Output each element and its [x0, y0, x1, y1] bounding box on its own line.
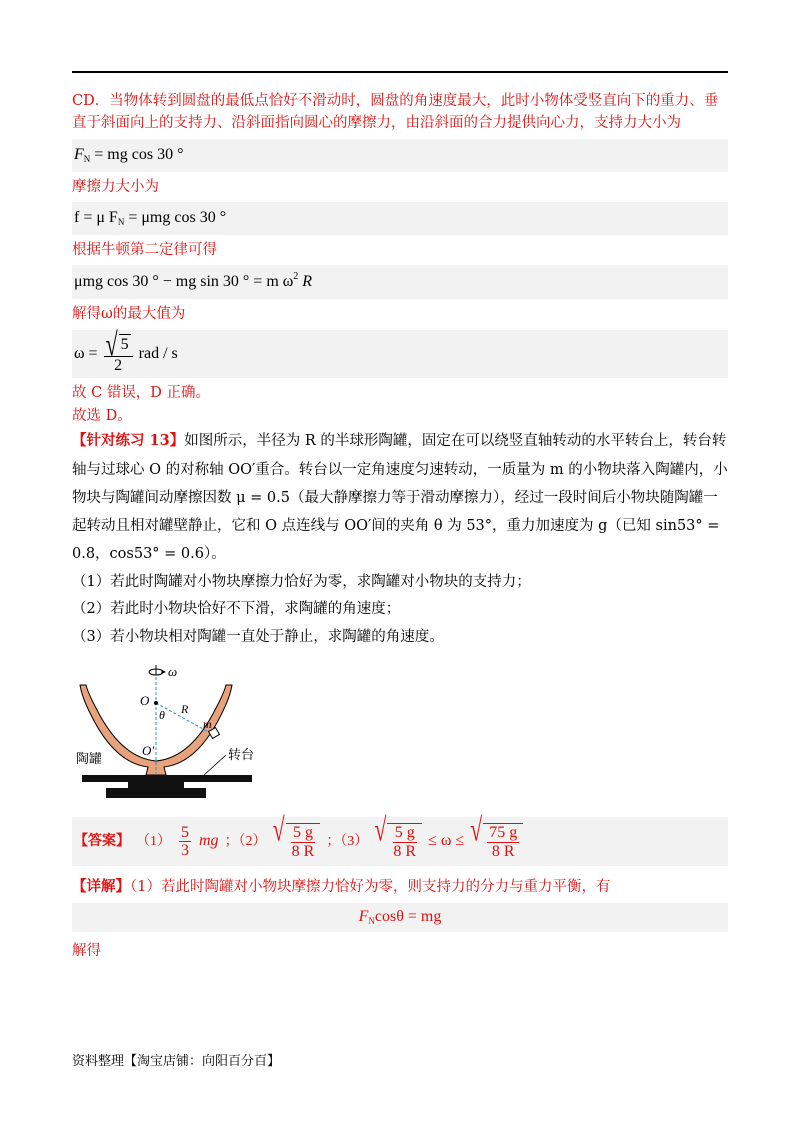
jar-turntable-figure — [76, 663, 276, 803]
header-rule — [72, 71, 728, 73]
answer-3-upper-root: √ $\frac{75 g}{8 R}$ — [470, 823, 523, 860]
equation-newton: μmg cos 30 ° − mg sin 30 ° = m $\omega^2$ R — [72, 265, 728, 299]
question-3: （3）若小物块相对陶罐一直处于静止，求陶罐的角速度。 — [72, 628, 444, 645]
svg-text:θ: θ — [159, 708, 165, 723]
turntable-label: 转台 — [228, 748, 255, 764]
omega-label: ω — [168, 664, 178, 680]
conclusion-2: 故选 D。 — [72, 407, 132, 424]
footer-note: 资料整理【淘宝店铺：向阳百分百】 — [72, 1054, 281, 1069]
newton-label: 根据牛顿第二定律可得 — [72, 242, 217, 258]
solve-label: 解得ω的最大值为 — [72, 306, 186, 323]
question-list — [72, 569, 728, 652]
answer-row: 【答案】 （1） $\frac{5}{3}$ mg ；（2） √ $\frac{5 g}{8 R}$ ；（3） √ $\frac{5 g}{8 R}$ ≤ ω ≤ √ $\frac{75 g}{8 R}$ — [72, 817, 728, 866]
problem-13 — [72, 427, 728, 568]
jiede-label: 解得 — [72, 942, 101, 959]
turntable-top — [82, 775, 252, 782]
svg-text:m: m — [203, 717, 212, 732]
detail-equation: $F_N\cos\theta$ = mg — [72, 903, 728, 932]
question-1: （1）若此时陶罐对小物块摩擦力恰好为零，求陶罐对小物块的支持力； — [72, 573, 531, 590]
equation-friction: f = μ $F_N = \mu mg$ cos 30 ° — [72, 202, 728, 235]
omega-fraction: √ 5 2 — [104, 334, 133, 375]
problem-tag: 【针对练习 13】 — [72, 432, 185, 450]
answer-3-lower-root: √ $\frac{5 g}{8 R}$ — [374, 823, 422, 860]
svg-text:O′: O′ — [142, 743, 155, 759]
cd-paragraph: CD．当物体转到圆盘的最低点恰好不滑动时，圆盘的角速度最大，此时小物体受竖直向下的重力、垂直于斜面向上的支持力、沿斜面指向圆心的摩擦力，由沿斜面的合力提供向心力，支持力大小为 — [72, 93, 719, 132]
svg-text:O: O — [140, 693, 150, 709]
center-point — [154, 701, 158, 705]
rotation-arrow-icon — [149, 665, 166, 675]
detail-paragraph: 【详解】（1）若此时陶罐对小物块摩擦力恰好为零，则支持力的分力与重力平衡，有 — [72, 878, 611, 896]
turntable-base — [106, 788, 206, 798]
friction-label: 摩擦力大小为 — [72, 178, 159, 195]
turntable-mid — [128, 782, 184, 788]
svg-text:R: R — [181, 702, 189, 717]
conclusion-1: 故 C 错误，D 正确。 — [72, 385, 211, 402]
problem-text: 如图所示，半径为 R 的半球形陶罐，固定在可以绕竖直轴转动的水平转台上，转台转轴与过球心 O 的对称轴 OO′重合。转台以一定角速度匀速转动，一质量为 m 的小物块落入陶罐内，小物块与陶罐间动摩擦因数 μ = 0.5（最大静摩擦力等于滑动摩擦力），经过一段时间后小物块随陶罐一起转动且相对罐壁静止，它和 O 点连线与 OO′间的夹角 θ 为 53°，重力加速度为 g（已知 sin53° = 0.8，cos53° = 0.6）。 — [72, 433, 728, 563]
jar-label: 陶罐 — [76, 752, 103, 768]
answer-2-root: √ $\frac{5 g}{8 R}$ — [273, 823, 321, 860]
equation-omega: ω = √ 5 2 rad / s — [72, 330, 728, 379]
document-body — [72, 90, 728, 962]
equation-normal-force: $F_N$ = mg cos 30 ° — [72, 139, 728, 172]
question-2: （2）若此时小物块恰好不下滑，求陶罐的角速度； — [72, 601, 401, 618]
